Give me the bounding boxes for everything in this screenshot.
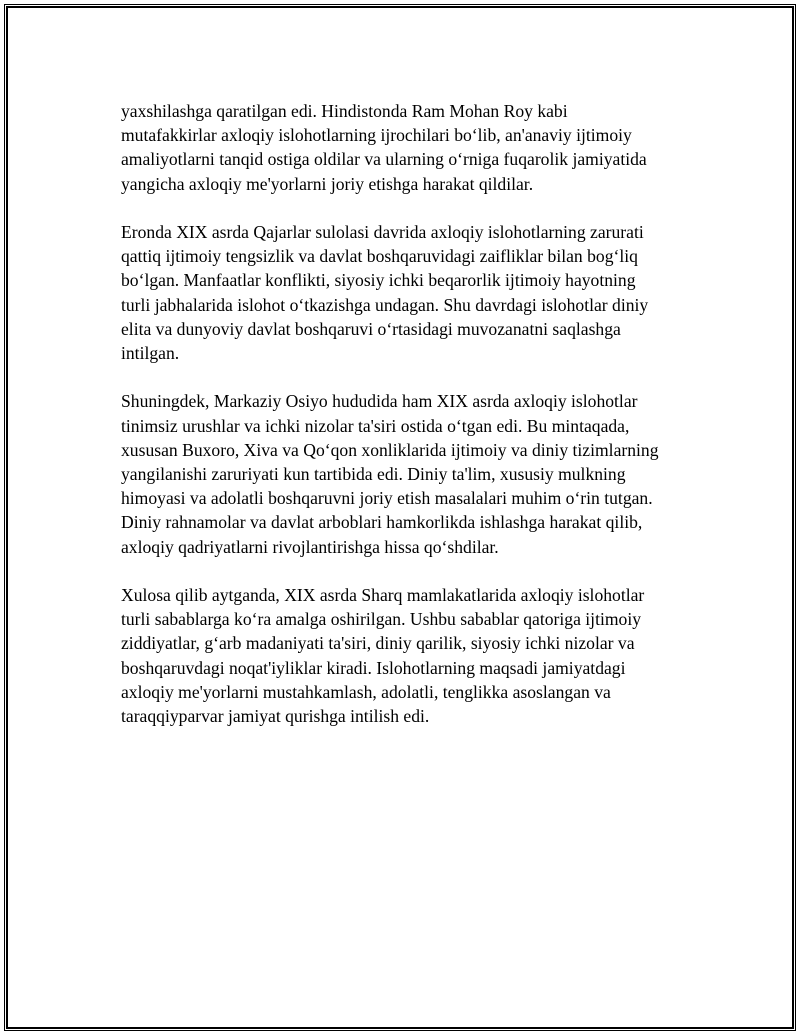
text-line: boshqaruvdagi noqat'iyliklar kiradi. Islohotlarning maqsadi jamiyatdagi (121, 657, 626, 678)
text-line: Diniy rahnamolar va davlat arboblari hamkorlikda ishlashga harakat qilib, (121, 512, 643, 533)
page-border (4, 4, 796, 1031)
document-body (121, 99, 711, 752)
paragraph-3 (121, 389, 711, 558)
text-line: ziddiyatlar, g‘arb madaniyati ta'siri, diniy qarilik, siyosiy ichki nizolar va (121, 633, 635, 654)
text-line: tinimsiz urushlar va ichki nizolar ta'siri ostida o‘tgan edi. Bu mintaqada, (121, 415, 630, 436)
text-line: himoyasi va adolatli boshqaruvni joriy etish masalalari muhim o‘rin tutgan. (121, 488, 653, 509)
text-line: Xulosa qilib aytganda, XIX asrda Sharq mamlakatlarida axloqiy islohotlar (121, 585, 645, 606)
text-line: elita va dunyoviy davlat boshqaruvi o‘rtasidagi muvozanatni saqlashga (121, 318, 621, 339)
text-line: bo‘lgan. Manfaatlar konflikti, siyosiy ichki beqarorlik ijtimoiy hayotning (121, 270, 636, 291)
text-line: yangicha axloqiy me'yorlarni joriy etishga harakat qildilar. (121, 173, 534, 194)
text-line: axloqiy me'yorlarni mustahkamlash, adolatli, tenglikka asoslangan va (121, 681, 611, 702)
text-line: axloqiy qadriyatlarni rivojlantirishga hissa qo‘shdilar. (121, 536, 499, 557)
text-line: qattiq ijtimoiy tengsizlik va davlat boshqaruvidagi zaifliklar bilan bog‘liq (121, 246, 638, 267)
paragraph-2 (121, 220, 711, 365)
text-line: Shuningdek, Markaziy Osiyo hududida ham XIX asrda axloqiy islohotlar (121, 391, 638, 412)
text-line: mutafakkirlar axloqiy islohotlarning ijrochilari bo‘lib, an'anaviy ijtimoiy (121, 125, 632, 146)
text-line: taraqqiyparvar jamiyat qurishga intilish edi. (121, 706, 430, 727)
text-line: yaxshilashga qaratilgan edi. Hindistonda Ram Mohan Roy kabi (121, 101, 568, 121)
text-line: yangilanishi zaruriyati kun tartibida edi. Diniy ta'lim, xususiy mulkning (121, 464, 626, 485)
paragraph-1 (121, 99, 711, 196)
text-line: amaliyotlarni tanqid ostiga oldilar va ularning o‘rniga fuqarolik jamiyatida (121, 149, 647, 170)
text-line: turli jabhalarida islohot o‘tkazishga undagan. Shu davrdagi islohotlar diniy (121, 294, 649, 315)
text-line: Eronda XIX asrda Qajarlar sulolasi davrida axloqiy islohotlarning zarurati (121, 222, 644, 242)
text-line: turli sabablarga ko‘ra amalga oshirilgan. Ushbu sabablar qatoriga ijtimoiy (121, 609, 642, 630)
text-line: intilgan. (121, 343, 180, 364)
text-line: xususan Buxoro, Xiva va Qo‘qon xonliklarida ijtimoiy va diniy tizimlarning (121, 439, 659, 460)
paragraph-4 (121, 583, 711, 728)
